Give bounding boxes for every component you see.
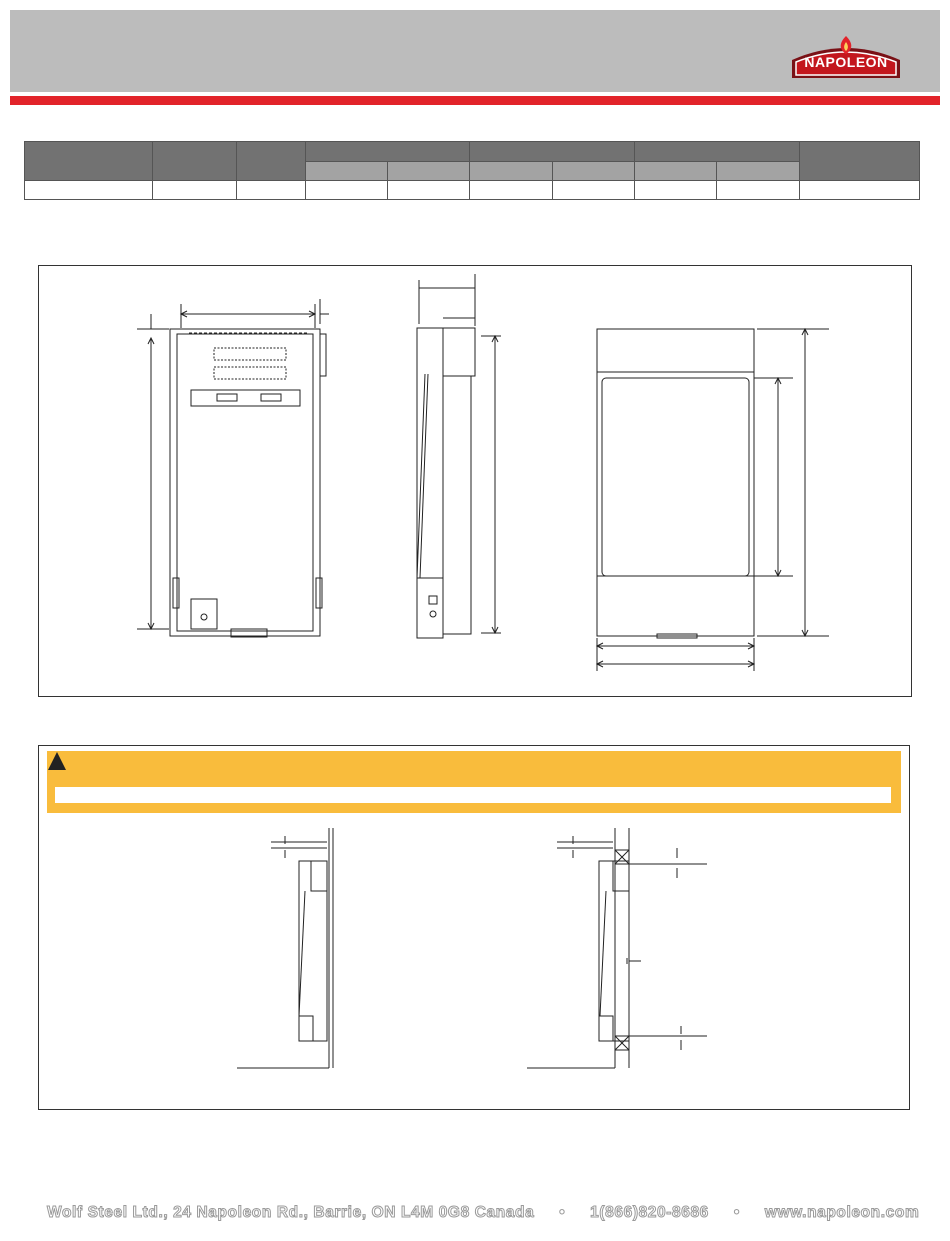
surface-mount-diagram	[237, 828, 333, 1068]
footer-website-link[interactable]: www.napoleon.com	[764, 1204, 920, 1221]
table-header-cell	[25, 142, 153, 181]
header-red-rule	[10, 96, 940, 105]
table-cell	[799, 181, 919, 200]
recessed-mount-diagram	[527, 828, 707, 1068]
table-header-cell	[635, 142, 800, 162]
side-view-drawing	[417, 274, 501, 638]
table-header-cell	[305, 142, 470, 162]
footer-separator: •	[559, 1204, 566, 1221]
napoleon-logo[interactable]	[788, 34, 904, 82]
table-header-cell	[237, 142, 305, 181]
logo-wordmark: NAPOLEON	[804, 54, 888, 70]
spec-table	[24, 141, 920, 200]
table-subheader-cell	[388, 162, 470, 181]
table-cell	[25, 181, 153, 200]
table-subheader-cell	[470, 162, 552, 181]
table-row	[25, 181, 920, 200]
table-header-cell	[152, 142, 236, 181]
table-cell	[470, 181, 552, 200]
front-view-drawing	[597, 329, 829, 671]
table-cell	[237, 181, 305, 200]
footer	[47, 1204, 920, 1222]
table-cell	[552, 181, 634, 200]
table-subheader-cell	[635, 162, 717, 181]
wall-mount-drawings	[39, 746, 909, 1109]
table-cell	[388, 181, 470, 200]
table-subheader-cell	[305, 162, 387, 181]
footer-separator: •	[733, 1204, 740, 1221]
dimensions-panel	[38, 265, 912, 697]
table-header-cell	[799, 142, 919, 181]
table-cell	[717, 181, 799, 200]
dimension-drawings	[39, 266, 911, 696]
table-header-cell	[470, 142, 635, 162]
rear-view-drawing	[137, 299, 329, 637]
footer-phone[interactable]: 1(866)820-8686	[590, 1204, 709, 1221]
table-cell	[305, 181, 387, 200]
table-cell	[152, 181, 236, 200]
installation-warning-panel	[38, 745, 910, 1110]
table-subheader-cell	[717, 162, 799, 181]
table-subheader-cell	[552, 162, 634, 181]
table-cell	[635, 181, 717, 200]
footer-address: Wolf Steel Ltd., 24 Napoleon Rd., Barrie, ON L4M 0G8 Canada	[47, 1204, 535, 1221]
